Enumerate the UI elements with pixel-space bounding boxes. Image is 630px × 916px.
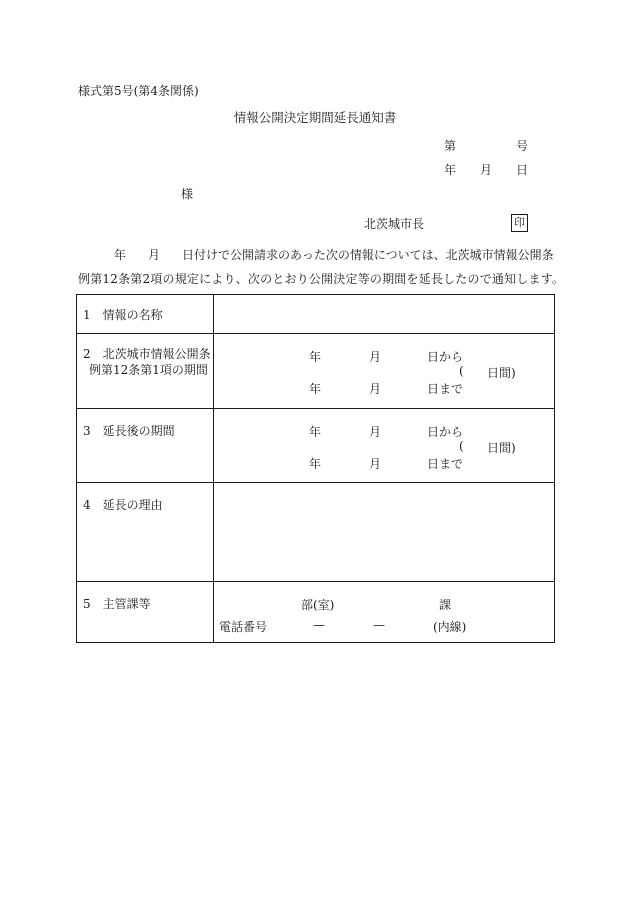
extended-start-month: 月 (369, 425, 382, 439)
phone-dash-2: — (373, 618, 385, 632)
sender-name: 北茨城市長 (364, 217, 425, 231)
period-end-month: 月 (369, 382, 382, 396)
row-label-reason: 4 延長の理由 (83, 498, 163, 512)
extended-end-month: 月 (369, 457, 382, 471)
extended-end-to: 日まで (427, 457, 464, 471)
addressee-suffix: 様 (181, 187, 194, 201)
department-label: 部(室) (301, 598, 335, 612)
row-label-ordinance-period: 2 北茨城市情報公開条 例第12条第1項の期間 (83, 347, 211, 377)
body-year: 年 (114, 248, 127, 262)
body-month: 月 (148, 248, 161, 262)
period-paren-open: ( (459, 364, 464, 378)
issue-date-month: 月 (480, 163, 493, 177)
phone-dash-1: — (313, 618, 325, 632)
form-number: 様式第5号(第4条関係) (78, 84, 199, 98)
period-start-from: 日から (427, 350, 464, 364)
extended-days: 日間) (487, 441, 516, 455)
period-days: 日間) (487, 366, 516, 380)
issue-date-year: 年 (444, 163, 457, 177)
document-number-line (444, 139, 529, 153)
table-row (77, 295, 554, 334)
period-end-year: 年 (309, 382, 322, 396)
table-row (77, 334, 554, 409)
phone-extension: (内線) (433, 620, 467, 634)
document-title: 情報公開決定期間延長通知書 (233, 110, 397, 125)
body-text-line2: 例第12条第2項の規定により、次のとおり公開決定等の期間を延長したので通知します。 (78, 272, 565, 286)
extended-start-year: 年 (309, 425, 322, 439)
period-start-month: 月 (369, 350, 382, 364)
table-row (77, 483, 554, 582)
document-number-prefix: 第 (444, 139, 457, 153)
row-label-info-name: 1 情報の名称 (83, 308, 163, 322)
column-divider (213, 409, 214, 482)
row-label-department: 5 主管課等 (83, 597, 151, 611)
table-row (77, 409, 554, 483)
document-number-suffix: 号 (516, 139, 529, 153)
phone-label: 電話番号 (219, 620, 268, 634)
column-divider (213, 295, 214, 333)
period-end-to: 日まで (427, 382, 464, 396)
extended-end-year: 年 (309, 457, 322, 471)
body-text-1: 日付けで公開請求のあった次の情報については、北茨城市情報公開条 (182, 248, 554, 262)
extended-start-from: 日から (427, 425, 464, 439)
column-divider (213, 334, 214, 408)
table-row (77, 582, 554, 642)
issue-date-day: 日 (516, 163, 529, 177)
row-label-extended-period: 3 延長後の期間 (83, 424, 175, 438)
form-table (76, 294, 555, 643)
seal-stamp: 印 (511, 214, 528, 232)
column-divider (213, 483, 214, 581)
column-divider (213, 582, 214, 642)
section-label: 課 (439, 598, 452, 612)
extended-paren-open: ( (459, 439, 464, 453)
period-start-year: 年 (309, 350, 322, 364)
